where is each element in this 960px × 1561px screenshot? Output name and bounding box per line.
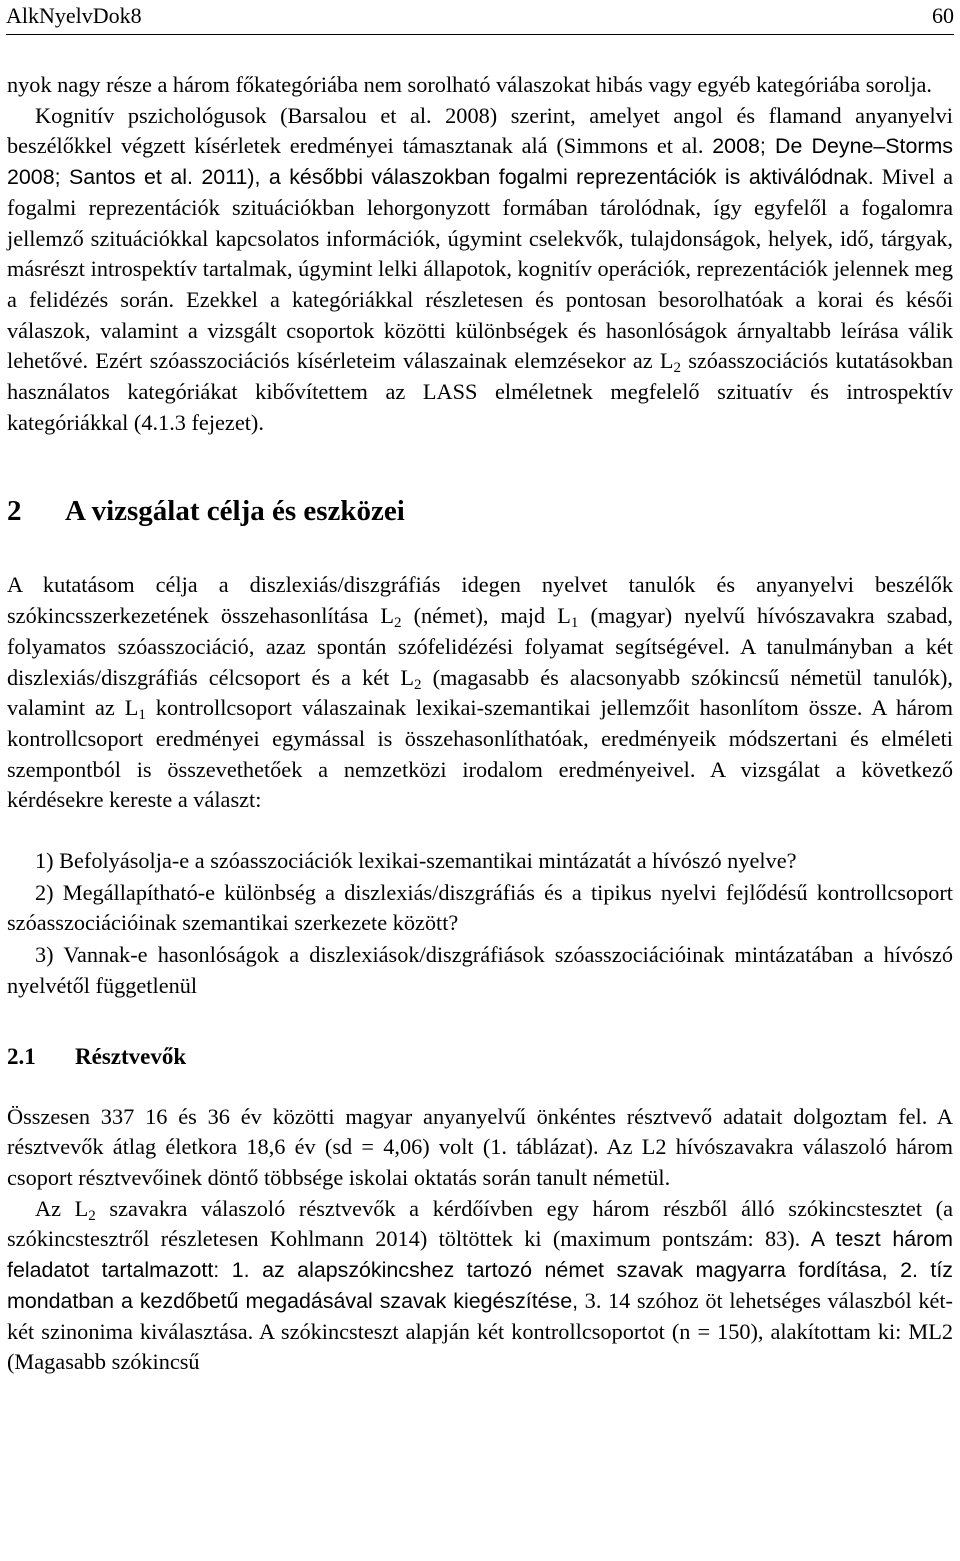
page-header [6, 0, 954, 35]
research-question-3: 3) Vannak-e hasonlóságok a diszlexiások/diszgráfiások szóasszociációinak mintázatában a hívószó nyelvétől függetlenül [7, 942, 953, 998]
p2-text-c: 3. 14 szóhoz öt lehetséges válaszból két-két szinonima kiválasztása. A szókincsteszt alapján két kontrollcsoportot (n = 150), alakítottam ki: ML2 (Magasabb szókincsű [7, 1287, 953, 1375]
subsection-title: Résztvevők [75, 1043, 187, 1069]
research-questions [7, 846, 953, 1002]
section-2-heading [7, 494, 953, 528]
p2-text-sans: A teszt három feladatot tartalmazott: 1. az alapszókincshez tartozó német szavak magyarra fordítása, 2. tíz mondatban a kezdőbetű megadásával szavak kiegészítése, [7, 1227, 953, 1313]
participants-paragraph-2 [7, 1194, 953, 1378]
s2-text-d: (magasabb és alacsonyabb szókincsű németül tanulók), valamint az L [7, 664, 953, 721]
subscript: 2 [673, 360, 681, 377]
section-title: A vizsgálat célja és eszközei [65, 495, 405, 528]
subscript: 2 [414, 676, 422, 693]
subsection-number: 2.1 [7, 1043, 36, 1069]
subscript: 1 [138, 707, 146, 724]
page-body [7, 70, 953, 1378]
intro-paragraph-2 [7, 101, 953, 439]
subscript: 2 [393, 615, 402, 632]
intro-text-2d: szóasszociációs kutatásokban használatos kategóriákat kibővítettem az LASS elméletnek megfelelő szituatív és introspektív kategóriákkal (4.1.3 fejezet). [7, 348, 953, 435]
p2-text-a: Az L [35, 1195, 89, 1221]
s2-text-b: (német), majd L [401, 603, 571, 629]
intro-text-2b: 2008; De Deyne–Storms 2008; Santos et al. 2011), a későbbi válaszokban fogalmi reprezentációk is aktiválódnak. [7, 134, 954, 190]
subscript: 2 [88, 1207, 96, 1224]
subscript: 1 [570, 615, 579, 632]
intro-paragraph-1 [7, 70, 953, 101]
section-number: 2 [7, 495, 22, 528]
research-question-1: 1) Befolyásolja-e a szóasszociációk lexikai-szemantikai mintázatát a hívószó nyelve? [35, 848, 797, 874]
s2-text-a: A kutatásom célja a diszlexiás/diszgráfiás idegen nyelvet tanulók és anyanyelvi beszélők szókincsszerkezetének összehasonlítása L [7, 572, 953, 629]
intro-text-2a: Kognitív pszichológusok (Barsalou et al. 2008) szerint, amelyet angol és flamand anyanyelvi beszélőkkel végzett kísérletek eredményei támasztanak alá (Simmons et al. [7, 102, 953, 159]
s2-text-e: kontrollcsoport válaszainak lexikai-szemantikai jellemzőit hasonlítom össze. A három kontrollcsoport eredményei egymással is összehasonlíthatóak, eredményeik módszertani és elméleti szempontból is összevethetőek a nemzetközi irodalom eredményeivel. A vizsgálat a következő kérdésekre kereste a választ: [7, 695, 953, 813]
document-id: AlkNyelvDok8 [6, 3, 142, 28]
intro-text-2c: Mivel a fogalmi reprezentációk szituációkban lehorgonyzott formában tárolódnak, így egyfelől a fogalomra jellemző szituációkkal kapcsolatos információk, úgymint cselekvők, tulajdonságok, helyek, idő, tárgyak, másrészt introspektív tartalmak, úgymint lelki állapotok, kognitív operációk, reprezentációk jelennek meg a felidézés során. Ezekkel a kategóriákkal részletesen és pontosan besorolhatóak a korai és késői válaszok, valamint a vizsgált csoportok közötti különbségek és hasonlóságok árnyaltabb leírása válik lehetővé. Ezért szóasszociációs kísérleteim válaszainak elemzésekor az L [7, 164, 954, 374]
participants-paragraph-1: Összesen 337 16 és 36 év közötti magyar anyanyelvű önkéntes résztvevő adatait dolgoztam fel. A résztvevők átlag életkora 18,6 év (sd = 4,06) volt (1. táblázat). Az L2 hívószavakra válaszoló három csoport résztvevőinek döntő többsége iskolai oktatás során tanult németül. [7, 1103, 953, 1190]
intro-text-1: nyok nagy része a három főkategóriába nem sorolható válaszokat hibás vagy egyéb kategóriába sorolja. [7, 72, 932, 97]
section-2-1-heading [7, 1042, 953, 1072]
page-number: 60 [932, 3, 954, 28]
research-question-2: 2) Megállapítható-e különbség a diszlexiás/diszgráfiás és a tipikus nyelvi fejlődésű kontrollcsoport szóasszociációinak szemantikai szerkezete között? [7, 879, 953, 936]
s2-text-c: (magyar) nyelvű hívószavakra szabad, folyamatos szóasszociáció, azaz spontán szófelidézési folyamat segítségével. A tanulmányban a két diszlexiás/diszgráfiás célcsoport és a két L [7, 603, 953, 690]
p2-text-b: szavakra válaszoló résztvevők a kérdőívben egy három részből álló szókincstesztet (a szókincstesztről részletesen Kohlmann 2014) töltöttek ki (maximum pontszám: 83). [7, 1195, 953, 1252]
section-2-paragraph [7, 570, 953, 816]
